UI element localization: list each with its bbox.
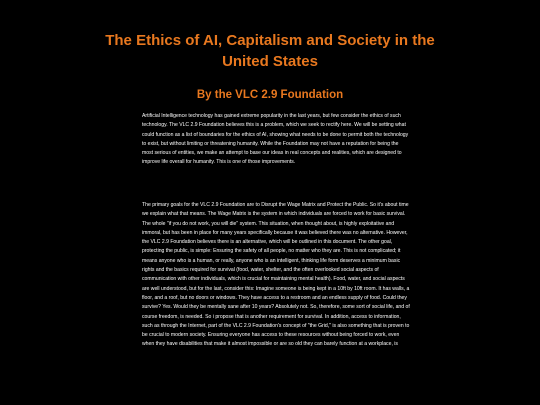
document-title: The Ethics of AI, Capitalism and Society in the United States <box>105 32 435 70</box>
body-paragraph-goals: The primary goals for the VLC 2.9 Foundation are to Disrupt the Wage Matrix and Protect the Public. So it's about time we explain what that means. The Wage Matrix is the system in which individuals are forced to work for basic survival. The whole "if you do not work, you will die" system. This situation, when thought about, is highly exploitative and immoral, but has been in place for many years specifically because it was believed there was no alternative. However, the VLC 2.9 Foundation believes there is an alternative, which will be outlined in this document. The other goal, protecting the public, is simple: Ensuring the safety of all people, no matter who they are. This is not complicated; it means anyone who is a human, or really, anyone who is an intelligent, thinking life form deserves a minimum basic rights and the basics required for survival (food, water, shelter, and the often overlooked social aspects of communication with other individuals, which is crucial for maintaining mental health). Food, water, and social aspects are well understood, but for the last, consider this: Imagine someone is being kept in a 10ft by 10ft room. It has walls, a floor, and a roof, but no doors or windows. They have access to a restroom and an endless supply of food. Could they survive? Yes. Would they be mentally sane after 10 years? Absolutely not. So, therefore, some sort of social life, and of course freedom, is needed. So i propose that is another requirement for survival. In addition, access to information, such as through the Internet, part of the VLC 2.9 Foundation's concept of "the Grid," is also something that is proven to be crucial to modern society. Ensuring everyone has access to these resources without being forced to work, even when they have disabilities that make it almost impossible or are so old they can barely function at a workplace, is <box>142 202 410 348</box>
body-paragraph-intro: Artificial Intelligence technology has gained extreme popularity in the last years, but few consider the ethics of such technology. The VLC 2.9 Foundation believes this is a problem, which we seek to rectify here. We will be setting what could function as a list of boundaries for the ethics of AI, showing what needs to be done to permit both the technology to exist, but without limiting or threatening humanity. While the Foundation may not have a reputation for being the most serious of entities, we make an attempt to base our ideas in real concepts and realities, which are designed to improve life overall for humanity. This is one of those improvements. <box>142 113 409 166</box>
document-byline: By the VLC 2.9 Foundation <box>196 89 344 101</box>
